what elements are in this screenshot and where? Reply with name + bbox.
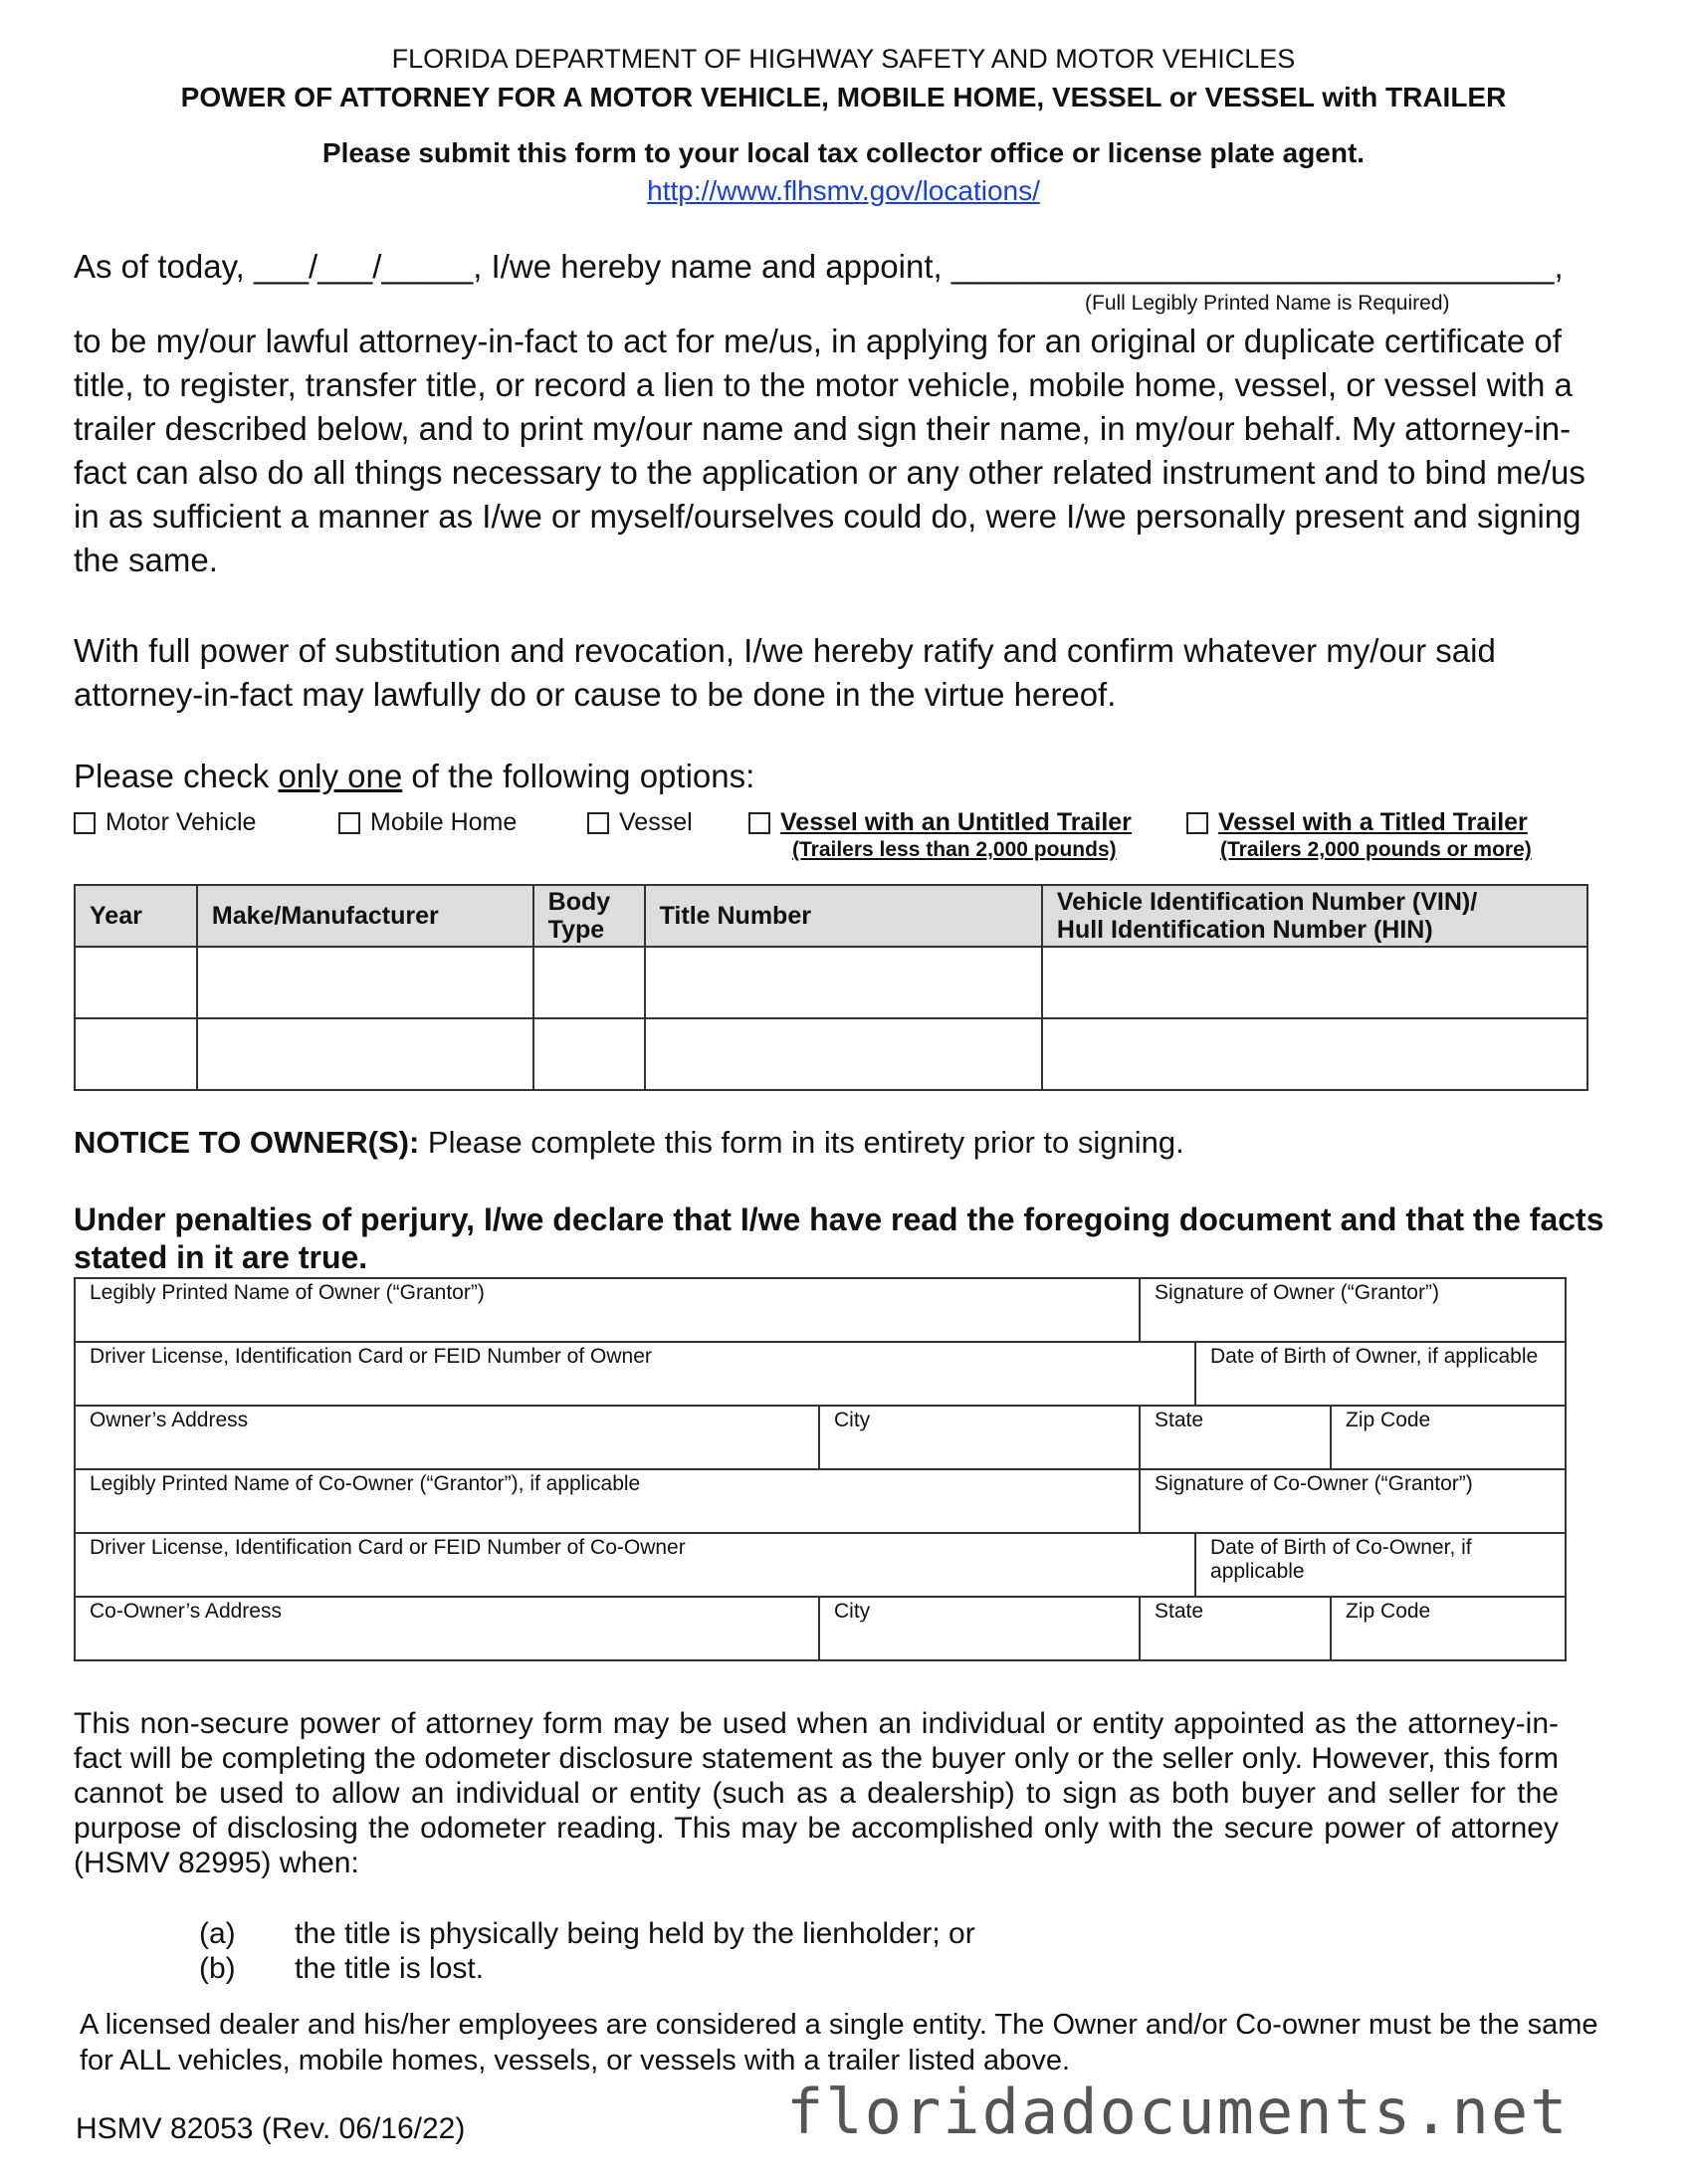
options-prompt-before: Please check (74, 758, 279, 794)
dealer-paragraph: A licensed dealer and his/her employees are considered a single entity. The Owner and/or Co-owner must be the same for ALL vehicles, mobile homes, vessels, or vessels with a trailer listed above. (80, 2009, 1598, 2076)
state-label: State (1155, 1409, 1204, 1431)
option-label: Vessel with an Untitled Trailer (780, 808, 1132, 836)
coowner-dl-field[interactable] (75, 1533, 1195, 1597)
list-marker: (a) (199, 1917, 236, 1950)
year-field[interactable] (75, 947, 197, 1018)
header-body-type-line2: Type (547, 916, 605, 944)
coowner-zip-field[interactable] (1331, 1597, 1566, 1660)
checkbox-icon[interactable] (587, 812, 609, 834)
option-label: Motor Vehicle (105, 808, 257, 836)
coowner-name-label: Legibly Printed Name of Co-Owner (“Grantor”), if applicable (90, 1472, 641, 1495)
option-vessel-titled-trailer[interactable] (1186, 808, 1528, 837)
owner-city-field[interactable] (819, 1406, 1140, 1469)
list-marker: (b) (199, 1952, 236, 1985)
option-motor-vehicle[interactable] (74, 808, 256, 837)
coowner-address-field[interactable] (75, 1597, 819, 1660)
owner-name-label: Legibly Printed Name of Owner (“Grantor”) (90, 1281, 485, 1304)
body-type-field[interactable] (533, 1018, 645, 1090)
options-prompt-underlined: only one (278, 758, 403, 794)
owner-address-label: Owner’s Address (90, 1409, 249, 1431)
name-note: (Full Legibly Printed Name is Required) (1085, 292, 1450, 315)
owner-table (74, 1277, 1567, 1661)
option-label: Mobile Home (370, 808, 518, 836)
header-title-number: Title Number (645, 885, 1042, 947)
owner-dl-label: Driver License, Identification Card or FEID Number of Owner (90, 1345, 652, 1368)
body-type-field[interactable] (533, 947, 645, 1018)
department-name: FLORIDA DEPARTMENT OF HIGHWAY SAFETY AND MOTOR VEHICLES (391, 44, 1296, 74)
header-body-type (533, 885, 645, 947)
coowner-dl-label: Driver License, Identification Card or FEID Number of Co-Owner (90, 1536, 686, 1559)
option-mobile-home[interactable] (338, 808, 517, 837)
header-vin-line2: Hull Identification Number (HIN) (1056, 916, 1433, 944)
header-vin (1042, 885, 1587, 947)
appoint-line: As of today, ___/___/_____, I/we hereby name and appoint, _________________________________, (74, 248, 1564, 285)
year-field[interactable] (75, 1018, 197, 1090)
options-prompt (74, 755, 1586, 798)
owner-name-field[interactable] (75, 1278, 1140, 1342)
owner-signature-label: Signature of Owner (“Grantor”) (1155, 1281, 1439, 1304)
conditions-list (0, 1917, 1687, 1997)
vehicle-table-header (75, 885, 1587, 947)
checkbox-icon[interactable] (1186, 812, 1208, 834)
checkbox-icon[interactable] (748, 812, 770, 834)
locations-link-text[interactable]: http://www.flhsmv.gov/locations/ (647, 175, 1040, 206)
city-label: City (834, 1409, 871, 1431)
city-label: City (834, 1600, 871, 1623)
zip-label: Zip Code (1346, 1600, 1431, 1623)
vin-field[interactable] (1042, 1018, 1587, 1090)
coowner-dob-label: Date of Birth of Co-Owner, if applicable (1210, 1536, 1472, 1583)
header-body-type-line1: Body (547, 888, 611, 916)
notice-label: NOTICE TO OWNER(S): (74, 1125, 420, 1160)
owner-dob-label: Date of Birth of Owner, if applicable (1210, 1345, 1539, 1368)
make-field[interactable] (197, 947, 533, 1018)
coowner-signature-label: Signature of Co-Owner (“Grantor”) (1155, 1472, 1473, 1495)
owner-state-field[interactable] (1140, 1406, 1331, 1469)
notice (74, 1125, 1184, 1161)
coowner-city-field[interactable] (819, 1597, 1140, 1660)
option-vessel-untitled-trailer[interactable] (748, 808, 1132, 837)
vehicle-table (74, 884, 1588, 1091)
list-text: the title is lost. (295, 1952, 485, 1985)
vehicle-row[interactable] (75, 1018, 1587, 1090)
perjury-declaration: Under penalties of perjury, I/we declare that I/we have read the foregoing document and that the facts stated in it are true. (74, 1201, 1604, 1275)
title-number-field[interactable] (645, 1018, 1042, 1090)
watermark: floridadocuments.net (786, 2075, 1570, 2148)
vin-field[interactable] (1042, 947, 1587, 1018)
vehicle-row[interactable] (75, 947, 1587, 1018)
owner-dob-field[interactable] (1195, 1342, 1566, 1406)
coowner-name-field[interactable] (75, 1469, 1140, 1533)
state-label: State (1155, 1600, 1204, 1623)
option-vessel[interactable] (587, 808, 693, 837)
header-vin-line1: Vehicle Identification Number (VIN)/ (1056, 888, 1478, 916)
option-label: Vessel with a Titled Trailer (1218, 808, 1528, 836)
owner-zip-field[interactable] (1331, 1406, 1566, 1469)
option-titled-trailer-note: (Trailers 2,000 pounds or more) (1220, 838, 1532, 861)
owner-address-field[interactable] (75, 1406, 819, 1469)
list-text: the title is physically being held by the lienholder; or (295, 1917, 975, 1950)
nonsecure-paragraph: This non-secure power of attorney form may be used when an individual or entity appointed as the attorney-in-fact will be completing the odometer disclosure statement as the buyer only or the seller only. However, this form cannot be used to allow an individual or entity (such as a dealership) to sign as both buyer and seller for the purpose of disclosing the odometer reading. This may be accomplished only with the secure power of attorney (HSMV 82995) when: (74, 1707, 1559, 1879)
submit-note: Please submit this form to your local tax collector office or license plate agent. (321, 137, 1366, 168)
owner-signature-field[interactable] (1140, 1278, 1566, 1342)
form-number: HSMV 82053 (Rev. 06/16/22) (76, 2112, 466, 2145)
coowner-dob-field[interactable] (1195, 1533, 1566, 1597)
options-prompt-after: of the following options: (402, 758, 755, 794)
title-number-field[interactable] (645, 947, 1042, 1018)
locations-link[interactable] (0, 175, 1687, 207)
header-year: Year (75, 885, 197, 947)
checkbox-icon[interactable] (74, 812, 96, 834)
notice-text: Please complete this form in its entirety prior to signing. (419, 1125, 1184, 1160)
option-untitled-trailer-note: (Trailers less than 2,000 pounds) (792, 838, 1117, 861)
header-make: Make/Manufacturer (197, 885, 533, 947)
authority-paragraph: to be my/our lawful attorney-in-fact to act for me/us, in applying for an original or duplicate certificate of title, to register, transfer title, or record a lien to the motor vehicle, mobile home, vessel, or vessel with a trailer described below, and to print my/our name and sign their name, in my/our behalf. My attorney-in-fact can also do all things necessary to the application or any other related instrument and to bind me/us in as sufficient a manner as I/we or myself/ourselves could do, were I/we personally present and signing the same. (74, 323, 1585, 578)
coowner-address-label: Co-Owner’s Address (90, 1600, 282, 1623)
substitution-paragraph: With full power of substitution and revocation, I/we hereby ratify and confirm whatever my/our said attorney-in-fact may lawfully do or cause to be done in the virtue hereof. (74, 632, 1496, 713)
zip-label: Zip Code (1346, 1409, 1431, 1431)
coowner-state-field[interactable] (1140, 1597, 1331, 1660)
form-title: POWER OF ATTORNEY FOR A MOTOR VEHICLE, MOBILE HOME, VESSEL or VESSEL with TRAILER (180, 82, 1507, 112)
owner-dl-field[interactable] (75, 1342, 1195, 1406)
make-field[interactable] (197, 1018, 533, 1090)
coowner-signature-field[interactable] (1140, 1469, 1566, 1533)
checkbox-icon[interactable] (338, 812, 360, 834)
option-label: Vessel (619, 808, 693, 836)
